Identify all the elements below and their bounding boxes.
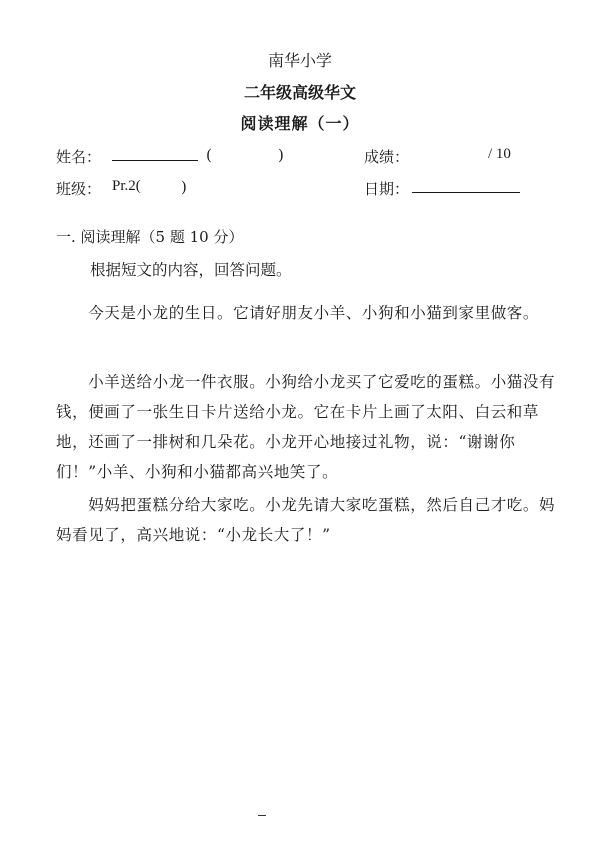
page-footer-mark <box>258 815 266 816</box>
passage-paragraph-1: 今天是小龙的生日。它请好朋友小羊、小狗和小猫到家里做客。 <box>56 304 540 322</box>
name-label: 姓名： <box>56 148 102 166</box>
class-label: 班级： <box>56 180 102 198</box>
worksheet-title: 阅读理解（一） <box>240 114 360 133</box>
class-paren-close: ) <box>181 178 187 196</box>
passage-paragraph-3: 妈妈把蛋糕分给大家吃。小龙先请大家吃蛋糕，然后自己才吃。妈妈看见了，高兴地说：“小龙长大了！” <box>56 496 556 544</box>
name-field[interactable] <box>112 146 198 165</box>
passage-paragraph-2: 小羊送给小龙一件衣服。小狗给小龙买了它爱吃的蛋糕。小猫没有钱，便画了一张生日卡片送给小龙。它在卡片上画了太阳、白云和草地，还画了一排树和几朵花。小龙开心地接过礼物，说：“谢谢你们！”小羊、小狗和小猫都高兴地笑了。 <box>56 373 556 481</box>
date-blank[interactable] <box>412 178 520 193</box>
grade-subject: 二年级高级华文 <box>243 83 356 102</box>
score-total: / 10 <box>488 146 511 162</box>
school-name: 南华小学 <box>267 51 332 70</box>
class-value: Pr.2( <box>112 178 141 194</box>
name-paren-open: ( <box>206 146 212 164</box>
name-blank[interactable] <box>112 146 198 161</box>
date-field[interactable] <box>412 178 520 197</box>
score-label: 成绩： <box>364 148 410 166</box>
name-paren-close: ) <box>278 146 284 164</box>
section-instruction: 根据短文的内容，回答问题。 <box>90 261 292 279</box>
date-label: 日期： <box>364 180 410 198</box>
section-heading: 一. 阅读理解（5 题 10 分） <box>56 228 244 246</box>
